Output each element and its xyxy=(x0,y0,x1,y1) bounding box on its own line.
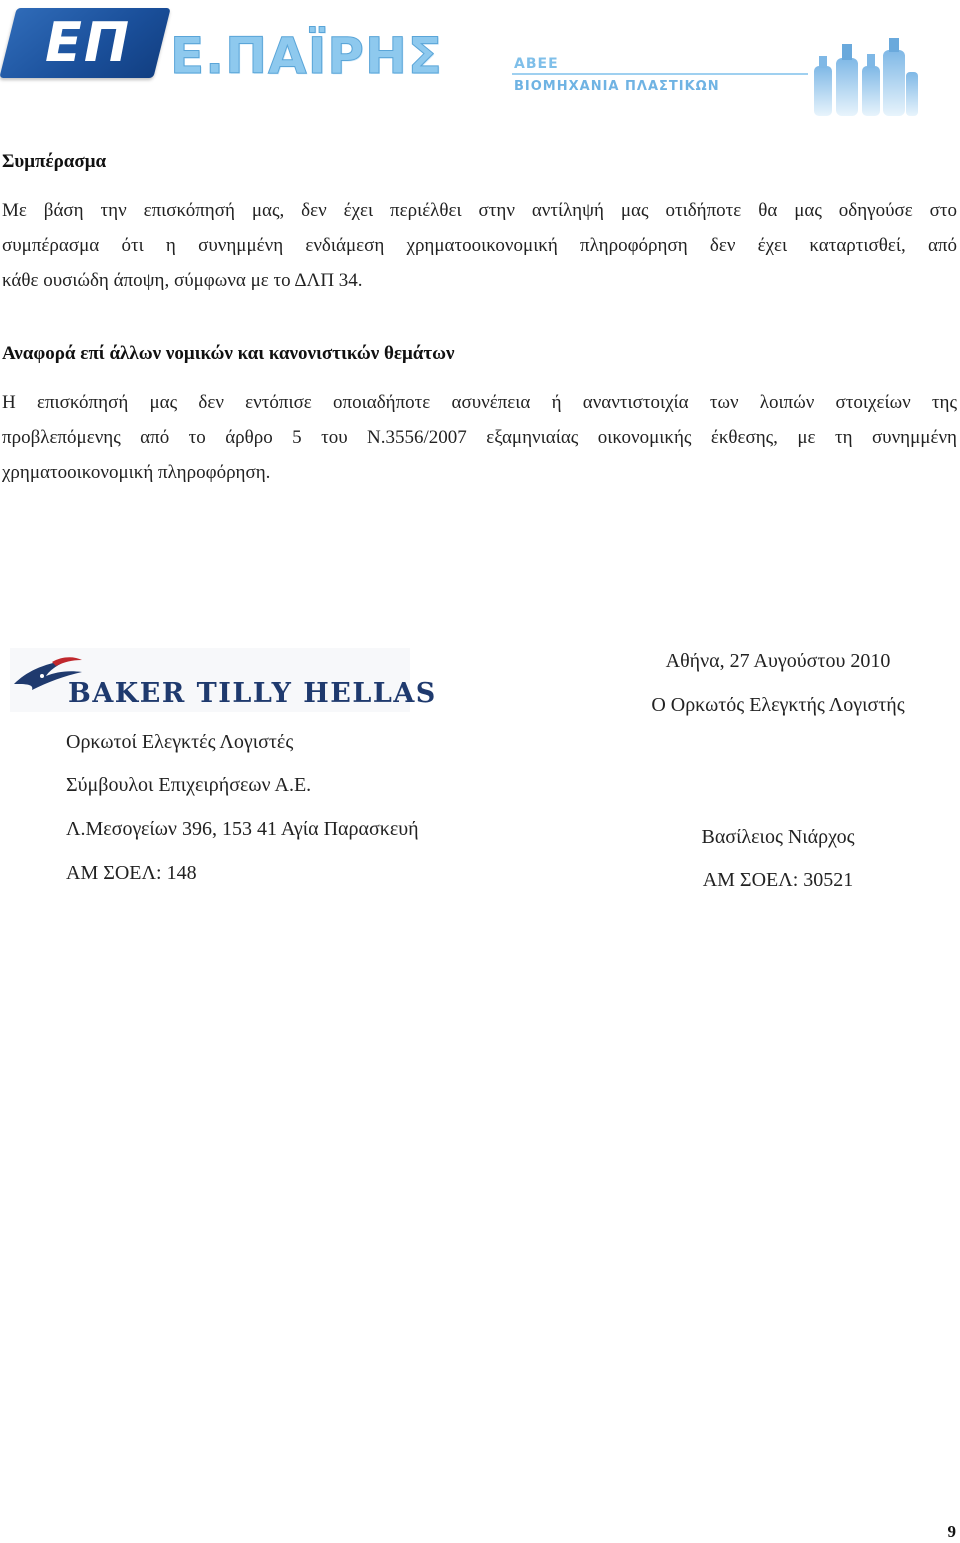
company-logo-mark: ΕΠ xyxy=(44,11,132,74)
company-tagline: ΒΙΟΜΗΧΑΝΙΑ ΠΛΑΣΤΙΚΩΝ xyxy=(514,79,720,94)
conclusion-line-2: συμπέρασμα ότι η συνημμένη ενδιάμεση χρηματοοικονομική πληροφόρηση δεν έχει καταρτισθεί, από xyxy=(2,235,957,256)
plastic-bottles-icon xyxy=(810,36,920,118)
other-matters-line-2: προβλεπόμενης από το άρθρο 5 του Ν.3556/2007 εξαμηνιαίας οικονομικής έκθεσης, με τη συνημμένη xyxy=(2,427,957,448)
conclusion-line-1: Με βάση την επισκόπησή μας, δεν έχει περιέλθει στην αντίληψή μας οτιδήποτε θα μας οδηγούσε στο xyxy=(2,200,957,221)
conclusion-paragraph xyxy=(2,193,957,298)
other-matters-heading: Αναφορά επί άλλων νομικών και κανονιστικών θεμάτων xyxy=(2,343,455,364)
auditor-registry: ΑΜ ΣΟΕΛ: 30521 xyxy=(702,869,854,891)
audit-firm-logo-text: BAKER TILLY HELLAS xyxy=(68,678,437,709)
audit-firm-line-2: Σύμβουλοι Επιχειρήσεων Α.Ε. xyxy=(66,774,312,796)
audit-firm-line-1: Ορκωτοί Ελεγκτές Λογιστές xyxy=(66,731,294,753)
company-suffix: ΑΒΕΕ xyxy=(514,56,559,72)
place-date: Αθήνα, 27 Αυγούστου 2010 xyxy=(665,650,891,672)
letterhead-divider xyxy=(512,73,808,75)
conclusion-line-3: κάθε ουσιώδη άποψη, σύμφωνα με το ΔΛΠ 34. xyxy=(2,270,363,291)
other-matters-paragraph xyxy=(2,385,957,490)
company-name: Ε.ΠΑΪΡΗΣ xyxy=(170,27,443,85)
other-matters-line-1: Η επισκόπησή μας δεν εντόπισε οποιαδήποτε ασυνέπεια ή αναντιστοιχία των λοιπών στοιχείων της xyxy=(2,392,957,413)
company-letterhead xyxy=(0,0,960,120)
conclusion-heading: Συμπέρασμα xyxy=(2,151,107,172)
auditor-name: Βασίλειος Νιάρχος xyxy=(701,826,855,848)
page-number: 9 xyxy=(947,1522,956,1541)
audit-firm-address: Λ.Μεσογείων 396, 153 41 Αγία Παρασκευή xyxy=(66,818,419,840)
other-matters-line-3: χρηματοοικονομική πληροφόρηση. xyxy=(2,462,271,483)
audit-firm-registry: ΑΜ ΣΟΕΛ: 148 xyxy=(66,862,197,884)
auditor-role: Ο Ορκωτός Ελεγκτής Λογιστής xyxy=(651,694,905,716)
